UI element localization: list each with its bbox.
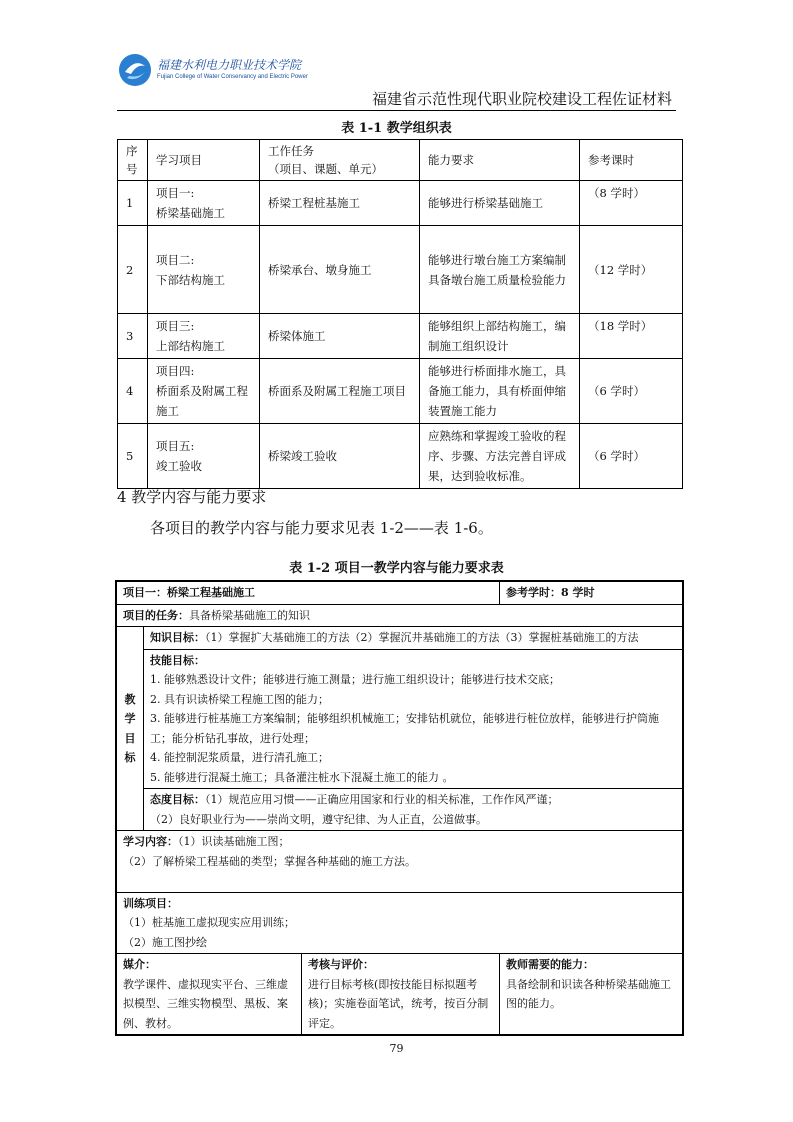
media-label: 媒介： <box>123 958 156 971</box>
skill-item: 5. 能够进行混凝土施工；具备灌注桩水下混凝土施工的能力 。 <box>150 770 454 784</box>
row-project: 项目一: 桥梁基础施工 <box>148 181 260 226</box>
training-label: 训练项目： <box>123 896 178 910</box>
project-title: 项目一：桥梁工程基础施工 <box>116 581 500 604</box>
training-item: （2）施工图抄绘 <box>123 935 207 949</box>
content-row <box>116 831 683 893</box>
table-row <box>118 359 683 424</box>
row-hours: （6 学时） <box>580 424 683 489</box>
header-divider <box>117 110 676 111</box>
table-row <box>118 226 683 314</box>
section-heading: 4 教学内容与能力要求 <box>117 488 267 506</box>
task-row <box>116 604 683 627</box>
header-cell: 序 号 <box>118 140 148 181</box>
college-logo <box>117 52 308 92</box>
content-item: （1）识读基础施工图； <box>178 835 290 848</box>
attitude-row <box>116 789 683 831</box>
skill-row <box>116 649 683 789</box>
content-cell <box>116 831 683 893</box>
eval-label: 考核与评价： <box>308 958 374 971</box>
teaching-goal-text: 教学目标 <box>124 692 136 764</box>
skill-cell <box>144 649 684 789</box>
media-text: 教学课件、虚拟现实平台、三维虚拟模型、三维实物模型、黑板、案例、教材。 <box>123 977 288 1030</box>
media-eval-row <box>116 954 683 1036</box>
row-task: 桥梁竣工验收 <box>260 424 420 489</box>
content-label: 学习内容： <box>123 835 178 848</box>
section-paragraph: 各项目的教学内容与能力要求见表 1-2——表 1-6。 <box>150 519 493 537</box>
row-hours: （8 学时） <box>580 181 683 226</box>
teacher-text: 具备绘制和识读各种桥梁基础施工图的能力。 <box>506 977 671 1010</box>
row-task: 桥梁工程桩基施工 <box>260 181 420 226</box>
row-hours: （6 学时） <box>580 359 683 424</box>
table-row <box>118 314 683 359</box>
row-ability: 能够进行桥面排水施工，具备施工能力，具有桥面伸缩装置施工能力 <box>420 359 580 424</box>
task-text: 具备桥梁基础施工的知识 <box>189 608 310 622</box>
row-number: 5 <box>118 424 148 489</box>
row-project: 项目二: 下部结构施工 <box>148 226 260 314</box>
attitude-item: （1）规范应用习惯——正确应用国家和行业的相关标准，工作作风严谨； <box>205 793 559 806</box>
table2-caption: 表 1-2 项目一教学内容与能力要求表 <box>289 561 504 576</box>
row-number: 2 <box>118 226 148 314</box>
teacher-cell <box>500 954 684 1036</box>
skill-item: 2. 具有识读桥梁工程施工图的能力； <box>150 692 329 706</box>
header-title: 福建省示范性现代职业院校建设工程佐证材料 <box>371 90 672 108</box>
row-ability: 能够进行墩台施工方案编制 具备墩台施工质量检验能力 <box>420 226 580 314</box>
teaching-goal-label <box>116 627 144 831</box>
skill-item: 4. 能控制泥浆质量，进行清孔施工； <box>150 751 329 764</box>
row-task: 桥面系及附属工程施工项目 <box>260 359 420 424</box>
row-hours: （18 学时） <box>580 314 683 359</box>
table-header-row <box>118 140 683 181</box>
media-cell <box>116 954 302 1036</box>
header-cell: 参考课时 <box>580 140 683 181</box>
header-cell: 工作任务 （项目、课题、单元） <box>260 140 420 181</box>
knowledge-text: （1）掌握扩大基础施工的方法（2）掌握沉井基础施工的方法（3）掌握桩基础施工的方法 <box>205 631 639 644</box>
row-project: 项目三: 上部结构施工 <box>148 314 260 359</box>
teacher-label: 教师需要的能力： <box>506 958 594 971</box>
header-cell: 能力要求 <box>420 140 580 181</box>
training-cell <box>116 892 683 954</box>
knowledge-row <box>116 627 683 650</box>
row-project: 项目五: 竣工验收 <box>148 424 260 489</box>
project-hours: 参考学时：8 学时 <box>500 581 684 604</box>
row-ability: 能够进行桥梁基础施工 <box>420 181 580 226</box>
skill-item: 1. 能够熟悉设计文件；能够进行施工测量；进行施工组织设计；能够进行技术交底； <box>150 673 560 686</box>
row-task: 桥梁承台、墩身施工 <box>260 226 420 314</box>
project-header-row <box>116 581 683 604</box>
table-row <box>118 181 683 226</box>
knowledge-label: 知识目标： <box>150 631 205 644</box>
row-project: 项目四: 桥面系及附属工程施工 <box>148 359 260 424</box>
eval-cell <box>302 954 500 1036</box>
teaching-organization-table <box>117 139 683 489</box>
training-row <box>116 892 683 954</box>
attitude-cell <box>144 789 684 831</box>
row-number: 1 <box>118 181 148 226</box>
knowledge-cell <box>144 627 684 650</box>
table-row <box>118 424 683 489</box>
skill-label: 技能目标： <box>150 653 205 667</box>
header-cell: 学习项目 <box>148 140 260 181</box>
logo-emblem-icon <box>117 52 153 88</box>
page-number: 79 <box>389 1042 404 1055</box>
row-hours: （12 学时） <box>580 226 683 314</box>
training-item: （1）桩基施工虚拟现实应用训练； <box>123 916 295 929</box>
row-number: 4 <box>118 359 148 424</box>
row-task: 桥梁体施工 <box>260 314 420 359</box>
task-label: 项目的任务： <box>123 608 189 622</box>
eval-text: 进行目标考核(即按技能目标拟题考核)；实施卷面笔试，统考，按百分制评定。 <box>308 977 489 1030</box>
task-cell <box>116 604 683 627</box>
row-number: 3 <box>118 314 148 359</box>
content-item: （2）了解桥梁工程基础的类型；掌握各种基础的施工方法。 <box>123 854 416 868</box>
attitude-label: 态度目标： <box>150 793 205 806</box>
logo-subtitle: Fujian College of Water Conservancy and Electric Power <box>157 74 308 80</box>
project-one-content-table <box>115 580 684 1036</box>
table1-caption: 表 1-1 教学组织表 <box>341 121 452 136</box>
logo-text: 福建水利电力职业技术学院 <box>157 58 302 72</box>
row-ability: 应熟练和掌握竣工验收的程序、步骤、方法完善自评成果，达到验收标准。 <box>420 424 580 489</box>
skill-item: 3. 能够进行桩基施工方案编制；能够组织机械施工；安排钻机就位，能够进行桩位放样，能够进行护筒施工；能分析钻孔事故，进行处理； <box>150 712 659 745</box>
row-ability: 能够组织上部结构施工，编制施工组织设计 <box>420 314 580 359</box>
attitude-item: （2）良好职业行为——崇尚文明，遵守纪律、为人正直，公道做事。 <box>150 812 487 826</box>
